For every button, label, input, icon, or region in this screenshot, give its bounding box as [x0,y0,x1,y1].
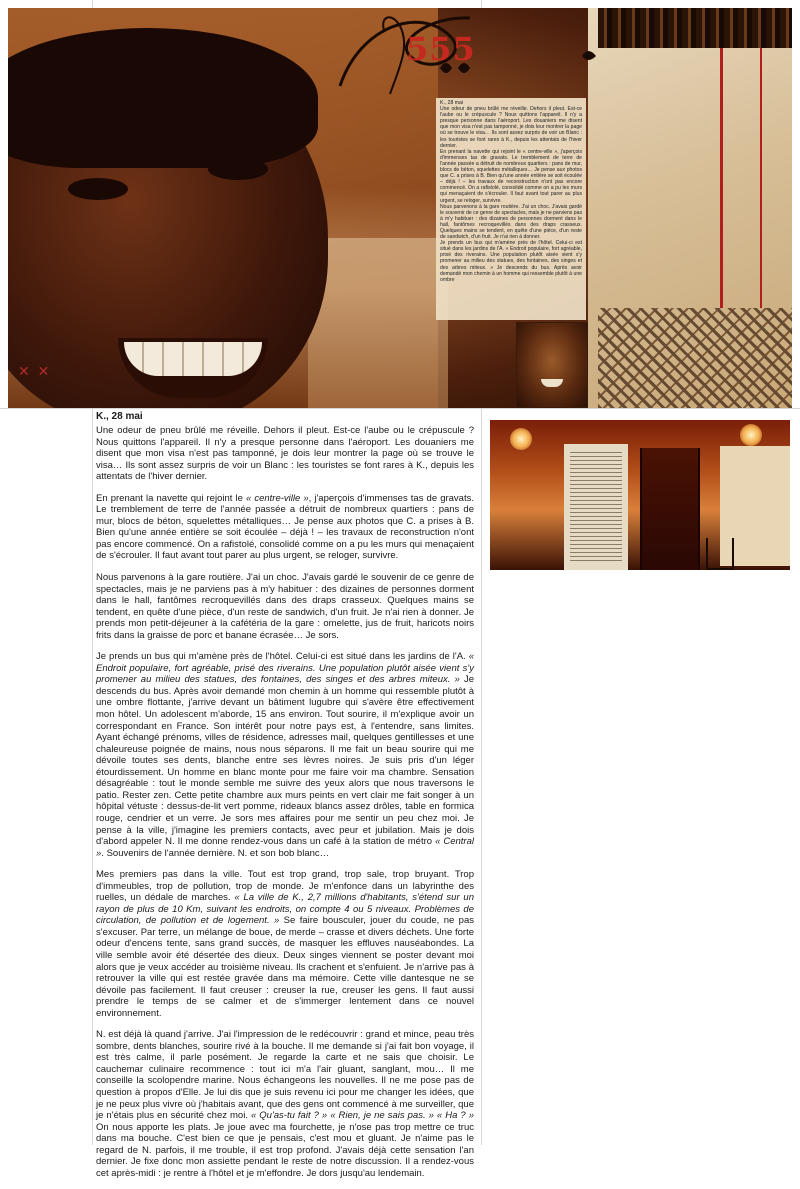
margin-guide-horizontal [0,408,800,409]
article-paragraph [96,572,474,641]
inset-paragraph: En prenant la navette qui rejoint le « centre-ville », j'aperçois d'immenses tas de gravats. Le tremblement de terre de l'année passée a détruit de nombreux quartiers : pans de mur, blocs de béton, squelettes métalliques… Je pense aux photos que C. a prises à B. Bien qu'une année entière se soit écoulée – déjà ! – les travaux de reconstruction n'ont pas encore commencé. On a rafistolé, consolidé comme on a pu les murs qui menaçaient de s'écrouler. Il faut avant tout parer au plus urgent, se reloger, survivre. [440,148,582,204]
interior-lamp [510,428,532,450]
article-text: Nous parvenons à la gare routière. J'ai un choc. J'avais gardé le souvenir de ce genre de spectacles, mais je ne parviens pas à m'y habituer : des dizaines de personnes dorment dans le hall, fantômes recroquevillés dans des draps crasseux. Quelques mains se tendent, en quête d'une pièce, d'un reste de sandwich, d'un fruit. Je n'ai rien à donner. Je prends mon petit-déjeuner à la cafétéria de la gare : omelette, jus de fruit, haricots noirs frits dans la graisse de porc et banane écrasée… Je sors. [96,572,474,641]
article-text: N. est déjà là quand j'arrive. J'ai l'impression de le redécouvrir : grand et mince, peau très sombre, dents blanches, sourire rivé à la bouche. Il me demande si j'ai fait bon voyage, il est très calme, il parle posément. Je regarde la carte et ne sais que choisir. Le cauchemar culinaire recommence : tout ici m'a l'air gluant, sanglant, mou… Il me conseille la scolopendre marine. Nous échangeons les nouvelles. Il ne me pose pas de question à propos d'Elle. Je lui dis que je suis revenu ici pour me changer les idées, que je ne peux plus vivre où j'habitais avant, que des gens ont commencé à me surveiller, que je n'étais plus en sécurité chez moi. [96,1029,474,1122]
hero-eye-left [68,178,128,200]
article-heading: K., 28 mai [96,411,143,422]
interior-chair [706,538,734,570]
interior-page-left [564,444,628,570]
article-paragraph [96,651,474,859]
article-quote: « Qu'as-tu fait ? » « Rien, je ne sais pas. » « Ha ? » [250,1110,474,1122]
article-quote: « La ville de K., 2,7 millions d'habitants, s'étend sur un rayon de plus de 10 Km, suivant les endroits, on compte 4 ou 5 niveaux. Problèmes de circulation, de pollution et de logement. » [96,892,474,927]
article [96,411,474,1189]
hero-pattern [598,308,792,408]
inset-portrait-smile [541,379,563,387]
article-text: On nous apporte les plats. Je joue avec ma fourchette, je n'ose pas trop mettre ce truc dans ma bouche. C'est bien ce que je pensais, c'est mou et gluant. Je n'aime pas le regard de N. parfois, il me trouble, il est trop profond. J'avais déjà cette sensation l'an dernier. Je fixe donc mon assiette pendant le reste de notre discussion. Il a rendez-vous cet après-midi : je rentre à l'hôtel et je m'effondre. Je dors jusqu'au lendemain. [96,1121,474,1179]
inset-heading: K., 28 mai [440,100,463,106]
hero-teeth [124,342,262,376]
hero-eye-right [208,158,268,180]
article-text: , j'aperçois d'immenses tas de gravats. Le tremblement de terre de l'année passée a détruit de nombreux quartiers : pans de mur, blocs de béton, squelettes métalliques… Je pense aux photos que C. a prises à B. Bien qu'une année entière se soit écoulée – déjà ! – les travaux de reconstruction n'ont pas encore commencé. On a rafistolé, consolidé comme on a pu les murs qui menaçaient de s'écrouler. Il faut avant tout parer au plus urgent, se reloger, survivre. [96,492,474,562]
hero-red-line [720,48,723,308]
logo-leaf-icon [582,51,596,60]
interior-photo [490,420,790,570]
inset-paragraph: Je prends un bus qui m'amène près de l'hôtel. Celui-ci est situé dans les jardins de l'A. « Endroit populaire, fort agréable, prisé des riverains. Une population plutôt aisée vient s'y promener au milieu des statues, des fontaines, des singes et des arbres miteux. » Je descends du bus. Après avoir demandé mon chemin à un homme qui ressemble plutôt à une ombre [440,240,582,283]
inset-text-column [436,98,586,320]
article-body [96,425,474,1179]
article-paragraph [96,425,474,483]
inset-portrait-photo [516,322,588,408]
hero-red-line [760,48,762,308]
article-text: . Souvenirs de l'année dernière. N. et son bob blanc… [101,847,330,859]
article-text: Mes premiers pas dans la ville. Tout est trop grand, trop sale, trop bruyant. Trop d'immeubles, trop de pollution, trop de monde. Je m'enfonce dans un labyrinthe des ruelles, un dédale de marches. [96,869,474,904]
article-text: Se faire bousculer, jouer du coude, ne pas s'excuser. Par terre, un mélange de boue, de merde – crasse et divers déchets. Une forte odeur d'encens tente, sans grand succès, de masquer les effluves nauséabondes. La ville semble avoir été désertée des dieux. Deux singes viennent se poster devant moi alors que je veux accéder au troisième niveau. Ils crachent et s'enfuient. Je n'arrive pas à retrouver la ville qui est restée gravée dans ma mémoire. Cette ville dantesque ne se dévoile pas facilement. Il faut creuser : creuser la rue, creuser les gens. Il faut aussi prendre le temps de se calmer et de s'immerger lentement dans ce nouvel environnement. [96,915,475,1019]
interior-doorway [640,448,700,570]
article-text: Je descends du bus. Après avoir demandé mon chemin à un homme qui ressemble plutôt à une ombre flottante, j'arrive devant un bâtiment lugubre qui s'avère être effectivement mon hôtel. Un adolescent m'aborde, 15 ans environ. Tout sourire, il m'explique avoir un correspondant en France. Son intérêt pour notre pays est, à l'entendre, sans limites. Ayant échangé prénoms, villes de résidence, adresses mail, quelques gentillesses et une chaleureuse poignée de mains, nous nous séparons. Il me fait un beau sourire qui me dévoile toutes ses dents, blanche entre ses lèvres noires. Je suis pris d'un léger étourdissement. Un homme en blanc monte pour me faire voir ma chambre. Sensation désagréable : tout le monde semble me suivre des yeux alors que nous traversons le patio. Rester zen. Cette petite chambre aux murs peints en vert clair me fait songer à un hôpital vétuste : dessus-de-lit vert pomme, rideaux blancs assez drôles, table en formica rouge, cendrier et un verre. Je sors mes affaires pour me sentir un peu chez moi. Je pense à la ville, j'imagine les premiers contacts, avec peur et jubilation. Mais je dois d'abord appeler N. Il me donne rendez-vous dans un café à la station de métro [96,674,474,848]
article-text: Je prends un bus qui m'amène près de l'hôtel. Celui-ci est situé dans les jardins de l'A. [96,651,469,663]
article-paragraph [96,869,474,1019]
hero-hair [8,28,318,168]
article-text: Une odeur de pneu brûlé me réveille. Dehors il pleut. Est-ce l'aube ou le crépuscule ? Nous quittons l'appareil. Il n'y a presque personne dans l'aéroport. Les douaniers me disent que mon visa n'est pas tamponné, je dois leur montrer la page où se trouve le visa… Ils sont assez surpris de voir un Blanc : les touristes se font rares à K., depuis les attentats de l'hiver dernier. [96,425,474,483]
logo-number: 555 [406,30,476,68]
article-paragraph [96,493,474,562]
article-quote: « centre-ville » [245,492,309,504]
hero-texture-strip [598,8,792,48]
article-text: En prenant la navette qui rejoint le [96,492,246,504]
interior-lamp [740,424,762,446]
hero-beach-figure [308,238,448,408]
inset-paragraph: Une odeur de pneu brûlé me réveille. Dehors il pleut. Est-ce l'aube ou le crépuscule ? Nous quittons l'appareil. Il n'y a presque personne dans l'aéroport. Les douaniers me disent que mon visa n'est pas tamponné, je dois leur montrer la page où se trouve le visa… Ils sont assez surpris de voir un Blanc : les touristes se font rares à K., depuis les attentats de l'hiver dernier. [440,106,582,149]
hero-x-marks: ✕ ✕ [18,363,52,379]
article-quote: « Central » [96,836,474,859]
article-paragraph [96,1029,474,1179]
article-quote: « Endroit populaire, fort agréable, prisé des riverains. Une population plutôt aisée vient s'y promener au milieu des statues, des fontaines, des singes et des arbres miteux. » [96,651,474,686]
inset-paragraph: Nous parvenons à la gare routière. J'ai un choc. J'avais gardé le souvenir de ce genre de spectacles, mais je ne parviens pas à m'y habituer : des dizaines de personnes dorment dans le hall, fantômes recroquevillés dans des draps crasseux. Quelques mains se tendent, en quête d'une pièce, d'un reste de sandwich, d'un fruit. Je n'ai rien à donner. [440,203,582,241]
